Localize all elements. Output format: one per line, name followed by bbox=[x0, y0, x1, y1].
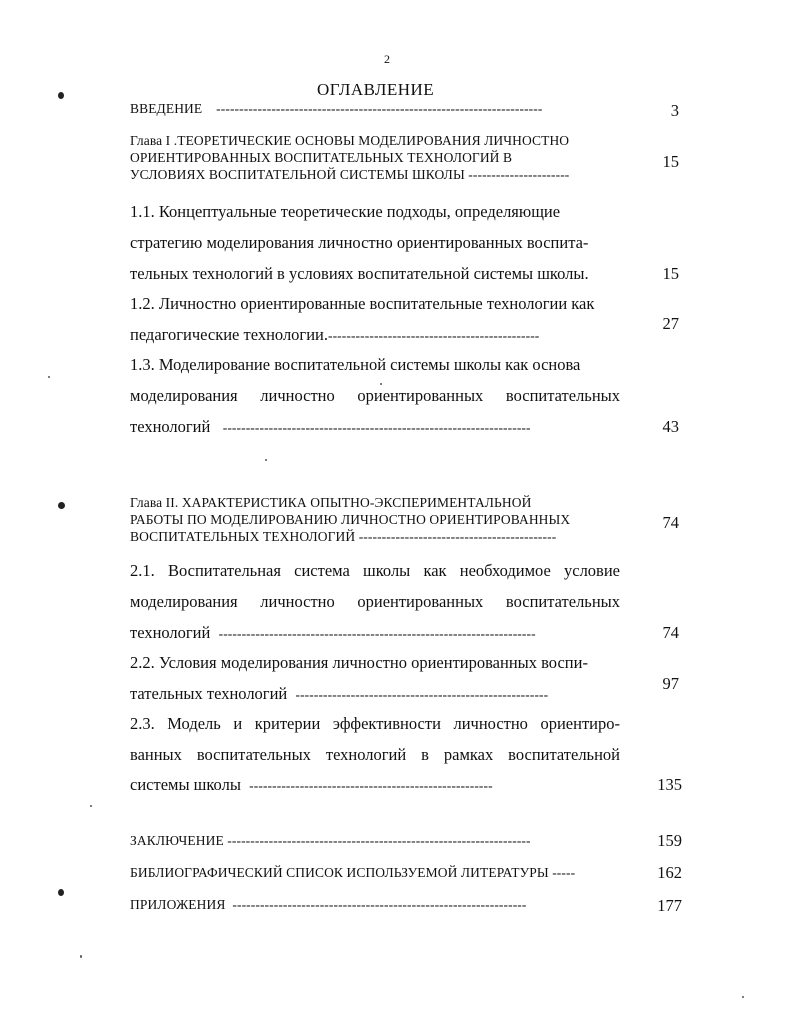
page-title: ОГЛАВЛЕНИЕ bbox=[317, 80, 435, 99]
toc-page-s12: 27 bbox=[662, 314, 679, 333]
toc-page-s13: 43 bbox=[662, 417, 679, 436]
toc-s13-line3 bbox=[130, 417, 531, 437]
toc-page-s22: 97 bbox=[662, 674, 679, 693]
toc-entry-conclusion bbox=[130, 833, 531, 849]
toc-page-bibliography: 162 bbox=[657, 863, 682, 882]
toc-leader: ------------------------------------------------------- bbox=[295, 687, 549, 702]
toc-chapter2-line3 bbox=[130, 529, 556, 545]
toc-entry-text: ВОСПИТАТЕЛЬНЫХ ТЕХНОЛОГИЙ bbox=[130, 529, 356, 544]
toc-leader: ------------------------------------------------------------------ bbox=[227, 833, 531, 848]
toc-s22-line2 bbox=[130, 684, 548, 704]
toc-s23-line1: 2.3. Модель и критерии эффективности личностно ориентиро- bbox=[130, 714, 620, 733]
toc-s21-line1: 2.1. Воспитательная система школы как необходимое условие bbox=[130, 561, 620, 580]
toc-s11-line2: стратегию моделирования личностно ориентированных воспита- bbox=[130, 233, 589, 252]
toc-s13-line1: 1.3. Моделирование воспитательной системы школы как основа bbox=[130, 355, 581, 374]
toc-chapter2-line2: РАБОТЫ ПО МОДЕЛИРОВАНИЮ ЛИЧНОСТНО ОРИЕНТИРОВАННЫХ bbox=[130, 512, 571, 527]
binding-hole-mark bbox=[58, 889, 64, 896]
toc-page-s21: 74 bbox=[662, 623, 679, 642]
toc-page-intro: 3 bbox=[670, 101, 679, 120]
toc-page-chapter1: 15 bbox=[662, 152, 679, 171]
toc-chapter2-line1: Глава II. ХАРАКТЕРИСТИКА ОПЫТНО-ЭКСПЕРИМЕНТАЛЬНОЙ bbox=[130, 495, 532, 510]
toc-entry-text: системы школы bbox=[130, 775, 241, 794]
toc-entry-text: БИБЛИОГРАФИЧЕСКИЙ СПИСОК ИСПОЛЬЗУЕМОЙ ЛИТЕРАТУРЫ bbox=[130, 865, 549, 880]
toc-s13-line2: моделирования личностно ориентированных воспитательных bbox=[130, 386, 620, 405]
toc-page-appendix: 177 bbox=[657, 896, 682, 915]
scan-speck bbox=[265, 459, 267, 461]
toc-s12-line1: 1.2. Личностно ориентированные воспитательные технологии как bbox=[130, 294, 595, 313]
scan-speck bbox=[742, 996, 744, 998]
toc-entry-text: педагогические технологии. bbox=[130, 325, 328, 344]
toc-leader: ----------------------------------------------------- bbox=[249, 778, 493, 793]
toc-page-s23: 135 bbox=[657, 775, 682, 794]
toc-leader: ----------------------------------------------------------------------- bbox=[216, 101, 543, 116]
toc-entry-text: ВВЕДЕНИЕ bbox=[130, 101, 203, 116]
toc-s11-line1: 1.1. Концептуальные теоретические подходы, определяющие bbox=[130, 202, 561, 221]
toc-entry-intro bbox=[130, 101, 542, 117]
toc-entry-text: ПРИЛОЖЕНИЯ bbox=[130, 897, 226, 912]
scan-speck bbox=[380, 383, 382, 385]
toc-s11-line3: тельных технологий в условиях воспитательной системы школы. bbox=[130, 264, 589, 283]
toc-leader: ---------------------- bbox=[468, 167, 570, 182]
toc-chapter1-line3 bbox=[130, 167, 569, 183]
toc-entry-text: ЗАКЛЮЧЕНИЕ bbox=[130, 833, 224, 848]
toc-entry-text: технологий bbox=[130, 417, 211, 436]
toc-entry-text: технологий bbox=[130, 623, 211, 642]
toc-entry-bibliography bbox=[130, 865, 575, 881]
scan-speck bbox=[80, 955, 82, 958]
scan-speck bbox=[90, 805, 92, 807]
toc-s21-line2: моделирования личностно ориентированных воспитательных bbox=[130, 592, 620, 611]
toc-leader: ----- bbox=[552, 865, 576, 880]
toc-s21-line3 bbox=[130, 623, 536, 643]
toc-page-conclusion: 159 bbox=[657, 831, 682, 850]
toc-entry-text: тательных технологий bbox=[130, 684, 288, 703]
toc-chapter1-line2: ОРИЕНТИРОВАННЫХ ВОСПИТАТЕЛЬНЫХ ТЕХНОЛОГИЙ В bbox=[130, 150, 513, 165]
toc-entry-text: УСЛОВИЯХ ВОСПИТАТЕЛЬНОЙ СИСТЕМЫ ШКОЛЫ bbox=[130, 167, 465, 182]
toc-s23-line3 bbox=[130, 775, 493, 795]
toc-entry-appendix bbox=[130, 897, 527, 913]
toc-leader: ------------------------------------------------------------------- bbox=[222, 420, 531, 435]
toc-s12-line2 bbox=[130, 325, 539, 345]
toc-leader: ---------------------------------------------------------------- bbox=[232, 897, 527, 912]
toc-s23-line2: ванных воспитательных технологий в рамках воспитательной bbox=[130, 745, 620, 764]
page-number: 2 bbox=[384, 52, 390, 66]
toc-page-chapter2: 74 bbox=[662, 513, 679, 532]
toc-page-s11: 15 bbox=[662, 264, 679, 283]
toc-chapter1-line1: Глава I .ТЕОРЕТИЧЕСКИЕ ОСНОВЫ МОДЕЛИРОВАНИЯ ЛИЧНОСТНО bbox=[130, 133, 570, 148]
scan-speck bbox=[48, 376, 50, 378]
toc-leader: ------------------------------------------- bbox=[358, 529, 557, 544]
toc-leader: --------------------------------------------------------------------- bbox=[218, 626, 536, 641]
binding-hole-mark bbox=[58, 92, 64, 99]
binding-hole-mark bbox=[58, 502, 65, 509]
toc-leader: ---------------------------------------------- bbox=[327, 328, 540, 343]
toc-s22-line1: 2.2. Условия моделирования личностно ориентированных воспи- bbox=[130, 653, 588, 672]
